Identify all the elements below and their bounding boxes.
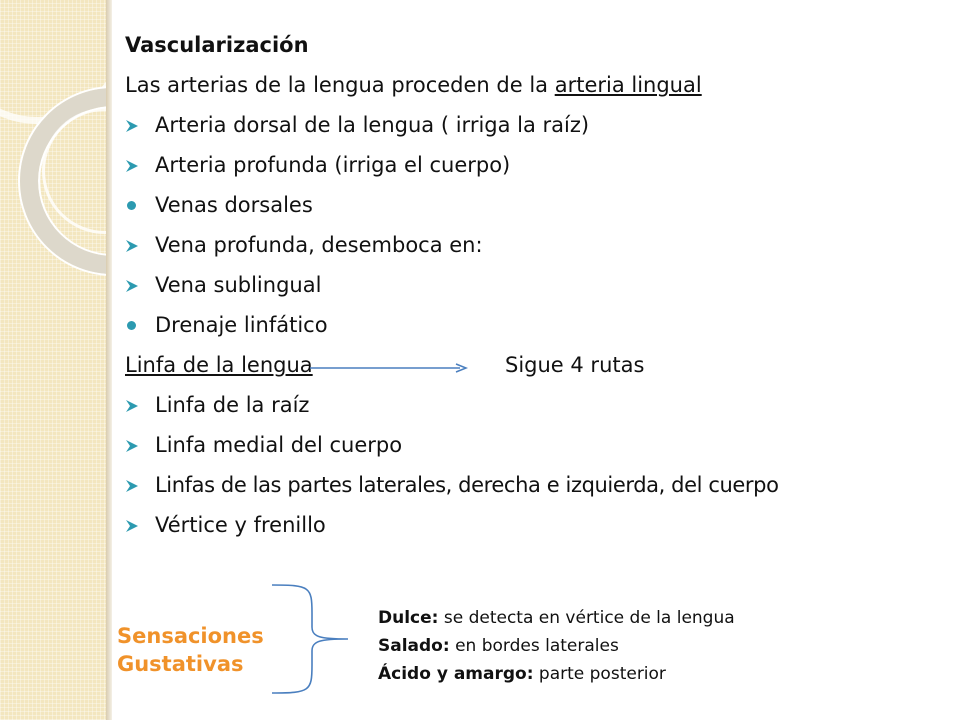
gustativas-line: Gustativas (117, 652, 244, 676)
list-item-text: Vértice y frenillo (155, 513, 326, 537)
intro-text: Las arterias de la lengua proceden de la (125, 73, 555, 97)
sidebar-edge (106, 0, 112, 720)
arrow-bullet-icon (125, 388, 147, 422)
arrow-bullet-icon (125, 108, 147, 142)
taste-item (378, 662, 666, 687)
sensaciones-line: Sensaciones (117, 624, 264, 648)
list-item-text: Vena sublingual (155, 273, 322, 297)
list-item-text: Vena profunda, desemboca en: (155, 233, 483, 257)
curly-brace-icon (270, 583, 350, 695)
arrow-bullet-icon (125, 428, 147, 462)
arteria-lingual-link: arteria lingual (554, 73, 702, 97)
dot-bullet-icon (125, 308, 147, 342)
taste-item (378, 606, 735, 631)
taste-text: parte posterior (533, 664, 666, 684)
slide-heading: Vascularización (125, 33, 309, 57)
list-item-text: Drenaje linfático (155, 313, 328, 337)
decorative-sidebar (0, 0, 106, 720)
taste-label: Ácido y amargo: (378, 664, 534, 684)
dot-bullet-icon (125, 188, 147, 222)
taste-item (378, 634, 619, 659)
taste-text: en bordes laterales (449, 636, 619, 656)
taste-text: se detecta en vértice de la lengua (438, 608, 735, 628)
routes-text: Sigue 4 rutas (505, 353, 645, 377)
list-item-text: Linfa de la raíz (155, 393, 310, 417)
arrow-bullet-icon (125, 508, 147, 542)
list-item-text: Linfas de las partes laterales, derecha e izquierda, del cuerpo (155, 473, 779, 497)
arrow-bullet-icon (125, 148, 147, 182)
arrow-bullet-icon (125, 268, 147, 302)
list-item-text: Arteria dorsal de la lengua ( irriga la raíz) (155, 113, 590, 137)
linfa-label: Linfa de la lengua (125, 353, 313, 377)
intro-line (125, 68, 702, 102)
list-item-text: Arteria profunda (irriga el cuerpo) (155, 153, 511, 177)
arrow-bullet-icon (125, 468, 147, 502)
taste-label: Dulce: (378, 608, 439, 628)
list-item-text: Linfa medial del cuerpo (155, 433, 403, 457)
arrow-bullet-icon (125, 228, 147, 262)
taste-label: Salado: (378, 636, 450, 656)
linfa-line (125, 348, 945, 382)
sensaciones-gustativas-label (117, 622, 264, 678)
list-item-text: Venas dorsales (155, 193, 313, 217)
right-arrow-icon (310, 363, 470, 373)
